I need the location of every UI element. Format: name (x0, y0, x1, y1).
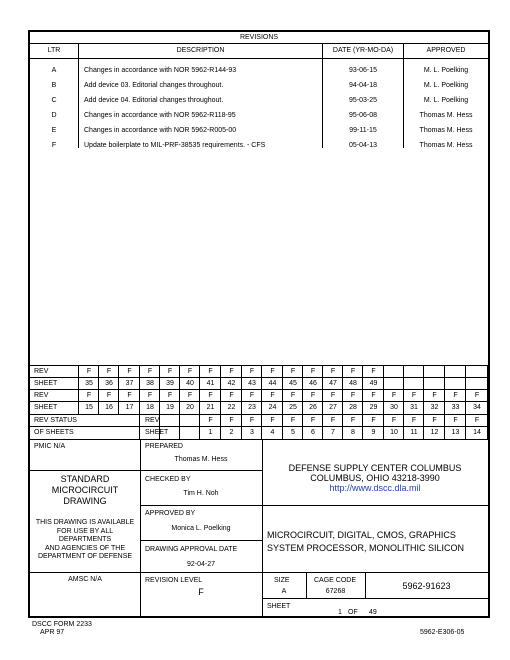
row1-sheet-cell: 47 (329, 380, 337, 387)
rev-ltr: A (51, 67, 57, 74)
row3-rev-cell: F (391, 417, 397, 424)
drawing-number: 5962-91623 (402, 581, 451, 591)
row1-rev-label: REV (34, 368, 49, 375)
row2-sheet-cell: 28 (349, 404, 357, 411)
row3-sheet-cell: 9 (371, 429, 376, 436)
row1-sheet-cell: 39 (166, 380, 174, 387)
row2-sheet-cell: 18 (146, 404, 154, 411)
availability-line-1: THIS DRAWING IS AVAILABLE (35, 519, 135, 526)
row1-sheet-cell: 38 (146, 380, 154, 387)
row1-rev-cell: F (167, 368, 173, 375)
row1-sheet-cell: 46 (309, 380, 317, 387)
prepared-name: Thomas M. Hess (174, 456, 228, 463)
rev-date: 95-06-08 (348, 112, 378, 119)
row2-sheet-cell: 31 (410, 404, 418, 411)
row2-sheet-cell: 32 (430, 404, 439, 411)
form-line-2: APR 97 (40, 629, 65, 636)
prepared-label: PREPARED (145, 443, 183, 450)
row1-rev-cell: F (147, 368, 153, 375)
row2-sheet-cell: 27 (329, 404, 337, 411)
rev-status-label: REV STATUS (34, 417, 77, 424)
row3-rev-cell: F (270, 417, 275, 424)
row2-rev-cell: F (432, 392, 437, 399)
row1-rev-cell: F (330, 368, 336, 375)
availability-line-3: DEPARTMENTS (58, 536, 112, 543)
approved-name: Monica L. Poelking (171, 525, 231, 532)
row1-rev-cell: F (229, 368, 234, 375)
rev-description: Update boilerplate to MIL-PRF-38535 requirements. - CFS (84, 142, 266, 149)
row1-rev-cell: F (371, 368, 376, 375)
rev-ltr: C (51, 97, 57, 104)
row1-sheet-cell: 42 (227, 380, 236, 387)
title-line-1: MICROCIRCUIT, DIGITAL, CMOS, GRAPHICS (267, 530, 456, 540)
row3-sheet-cell: 11 (410, 429, 418, 436)
title-line-2: SYSTEM PROCESSOR, MONOLITHIC SILICON (267, 543, 465, 553)
row2-sheet-cell: 17 (125, 404, 134, 411)
row2-rev-cell: F (290, 392, 296, 399)
rev-description: Changes in accordance with NOR 5962-R005-00 (84, 127, 237, 134)
row2-rev-cell: F (187, 392, 193, 399)
row3-sheet-cell: 2 (229, 429, 234, 436)
row3-sheet-cell: 4 (270, 429, 275, 436)
row1-rev-cell: F (290, 368, 296, 375)
row3-rev-cell: F (453, 417, 458, 424)
row3-sheet-cell: 14 (473, 429, 481, 436)
size-label: SIZE (274, 577, 290, 584)
availability-line-2: FOR USE BY ALL (56, 528, 114, 535)
standard-line-1: STANDARD (60, 474, 110, 484)
rev-ltr: B (51, 82, 57, 89)
rev-description: Add device 04. Editorial changes throughout. (84, 97, 224, 104)
rev-description: Changes in accordance with NOR 5962-R118-95 (84, 112, 236, 119)
standard-line-2: MICROCIRCUIT (51, 485, 119, 495)
standard-line-3: DRAWING (63, 496, 107, 506)
approval-date: 92-04-27 (186, 561, 216, 568)
row2-rev-cell: F (411, 392, 417, 399)
row3-rev-cell: F (310, 417, 316, 424)
row1-rev-cell: F (270, 368, 275, 375)
sheet-number: 1 (338, 609, 342, 616)
row2-sheet-label: SHEET (34, 404, 58, 411)
row2-sheet-cell: 15 (85, 404, 93, 411)
cage-label: CAGE CODE (314, 577, 357, 584)
rev-approved: Thomas M. Hess (419, 142, 473, 149)
row2-sheet-cell: 25 (289, 404, 297, 411)
row2-rev-cell: F (229, 392, 234, 399)
row2-rev-cell: F (249, 392, 255, 399)
row3-sheet-cell: 8 (351, 429, 355, 436)
rev-date: 94-04-18 (348, 82, 378, 89)
row2-rev-cell: F (127, 392, 132, 399)
checked-label: CHECKED BY (145, 476, 191, 483)
ltr-header: LTR (47, 47, 61, 54)
rev-approved: Thomas M. Hess (419, 127, 473, 134)
row2-rev-label: REV (34, 392, 49, 399)
row3-sheet-label: SHEET (145, 429, 169, 436)
row3-sheet-cell: 3 (250, 429, 254, 436)
row3-sheet-cell: 12 (430, 429, 439, 436)
row3-sheet-cell: 13 (451, 429, 460, 436)
row3-rev-cell: F (290, 417, 296, 424)
row3-rev-cell: F (330, 417, 336, 424)
row1-sheet-label: SHEET (34, 380, 58, 387)
description-header: DESCRIPTION (176, 47, 225, 54)
rev-description: Changes in accordance with NOR 5962-R144-93 (84, 67, 237, 74)
row2-rev-cell: F (167, 392, 173, 399)
revision-level: F (198, 587, 204, 597)
row1-rev-cell: F (310, 368, 316, 375)
row2-sheet-cell: 29 (369, 404, 378, 411)
size-value: A (281, 588, 287, 595)
row1-sheet-cell: 45 (289, 380, 297, 387)
form-line-1: DSCC FORM 2233 (32, 621, 92, 628)
date-header: DATE (YR-MO-DA) (332, 47, 394, 54)
row3-sheet-cell: 1 (208, 429, 213, 436)
frame-bottom (28, 616, 490, 618)
row1-sheet-cell: 49 (369, 380, 378, 387)
row2-sheet-cell: 33 (451, 404, 460, 411)
row2-rev-cell: F (310, 392, 316, 399)
row1-rev-cell: F (86, 368, 92, 375)
agency-url-link[interactable]: http://www.dscc.dla.mil (329, 483, 421, 493)
row2-sheet-cell: 23 (248, 404, 256, 411)
pmic-label: PMIC N/A (34, 443, 66, 450)
row2-rev-cell: F (106, 392, 112, 399)
rev-approved: M. L. Poelking (423, 67, 469, 74)
availability-line-5: DEPARTMENT OF DEFENSE (37, 553, 133, 560)
row2-sheet-cell: 34 (473, 404, 481, 411)
row2-sheet-cell: 16 (105, 404, 113, 411)
row2-rev-cell: F (147, 392, 153, 399)
row2-sheet-cell: 24 (268, 404, 277, 411)
row3-rev-cell: F (208, 417, 213, 424)
row1-sheet-cell: 35 (85, 380, 93, 387)
rev-ltr: F (51, 142, 57, 149)
sheet-total: 49 (369, 609, 377, 616)
row2-rev-cell: F (86, 392, 92, 399)
row3-rev-cell: F (411, 417, 417, 424)
row2-sheet-cell: 22 (227, 404, 236, 411)
row1-rev-cell: F (127, 368, 132, 375)
agency-line-1: DEFENSE SUPPLY CENTER COLUMBUS (288, 463, 462, 473)
form-code: 5962-E306-05 (420, 629, 465, 636)
row2-sheet-cell: 30 (390, 404, 398, 411)
row1-rev-cell: F (187, 368, 193, 375)
cage-value: 67268 (325, 588, 346, 595)
rev-ltr: D (51, 112, 57, 119)
row2-rev-cell: F (270, 392, 275, 399)
row2-rev-cell: F (371, 392, 376, 399)
row2-rev-cell: F (391, 392, 397, 399)
rev-date: 95-03-25 (348, 97, 378, 104)
revision-level-label: REVISION LEVEL (145, 577, 203, 584)
row3-sheet-cell: 7 (331, 429, 335, 436)
row3-rev-cell: F (474, 417, 480, 424)
frame-top (28, 30, 490, 32)
row3-sheet-cell: 6 (311, 429, 315, 436)
availability-line-4: AND AGENCIES OF THE (45, 545, 125, 552)
row1-rev-cell: F (106, 368, 112, 375)
rev-approved: Thomas M. Hess (419, 112, 473, 119)
revisions-title: REVISIONS (239, 34, 279, 41)
row1-rev-cell: F (350, 368, 356, 375)
row2-rev-cell: F (350, 392, 356, 399)
row1-sheet-cell: 43 (248, 380, 256, 387)
row3-rev-label: REV (145, 417, 160, 424)
rev-date: 93-06-15 (348, 67, 378, 74)
rev-ltr: E (51, 127, 57, 134)
row2-sheet-cell: 19 (166, 404, 174, 411)
agency-line-2: COLUMBUS, OHIO 43218-3990 (310, 473, 440, 483)
row2-sheet-cell: 26 (309, 404, 317, 411)
row1-sheet-cell: 48 (349, 380, 357, 387)
row3-rev-cell: F (432, 417, 437, 424)
frame-right (488, 30, 490, 618)
checked-name: Tim H. Noh (183, 490, 219, 497)
row3-sheet-cell: 10 (390, 429, 398, 436)
row3-rev-cell: F (350, 417, 356, 424)
approved-header: APPROVED (426, 47, 466, 54)
row2-rev-cell: F (208, 392, 213, 399)
row1-sheet-cell: 37 (125, 380, 134, 387)
row2-rev-cell: F (453, 392, 458, 399)
row1-sheet-cell: 40 (186, 380, 194, 387)
rev-description: Add device 03. Editorial changes throughout. (84, 82, 224, 89)
row1-sheet-cell: 36 (105, 380, 113, 387)
row2-rev-cell: F (330, 392, 336, 399)
of-sheets-label: OF SHEETS (34, 429, 74, 436)
approval-date-label: DRAWING APPROVAL DATE (145, 546, 238, 553)
row1-rev-cell: F (249, 368, 255, 375)
row1-rev-cell: F (208, 368, 213, 375)
rev-approved: M. L. Poelking (423, 97, 469, 104)
sheet-label: SHEET (267, 603, 291, 610)
row3-rev-cell: F (249, 417, 255, 424)
row2-rev-cell: F (474, 392, 480, 399)
row2-sheet-cell: 20 (186, 404, 194, 411)
amsc-label: AMSC N/A (68, 576, 102, 583)
row3-rev-cell: F (371, 417, 376, 424)
approved-label: APPROVED BY (145, 510, 196, 517)
of-label: OF (348, 609, 358, 616)
row2-sheet-cell: 21 (206, 404, 215, 411)
row3-rev-cell: F (229, 417, 234, 424)
rev-approved: M. L. Poelking (423, 82, 469, 89)
row1-sheet-cell: 44 (268, 380, 277, 387)
rev-date: 05-04-13 (348, 142, 378, 149)
row3-sheet-cell: 5 (291, 429, 295, 436)
rev-date: 99-11-15 (349, 127, 377, 134)
row1-sheet-cell: 41 (206, 380, 215, 387)
